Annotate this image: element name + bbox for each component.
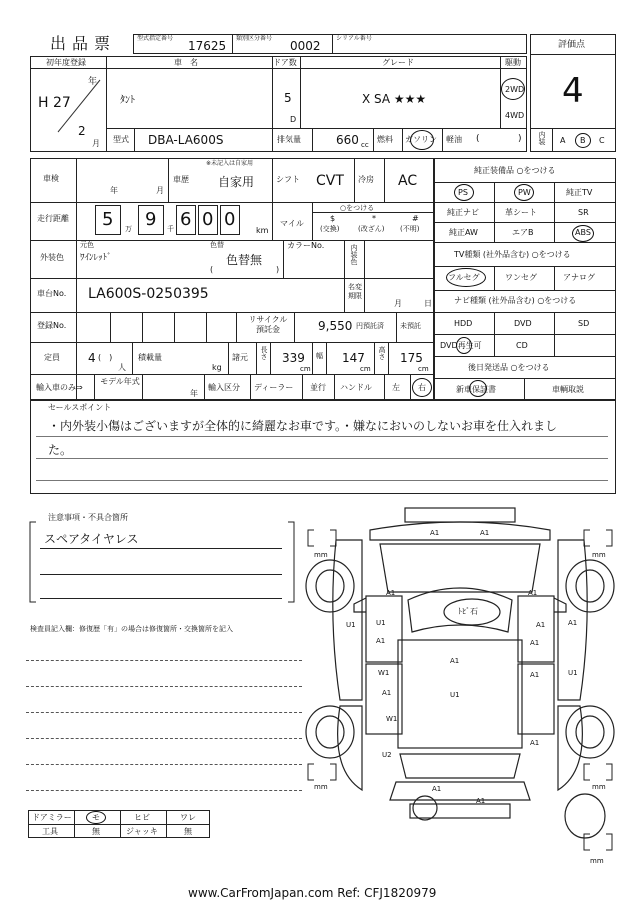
opt-genuine-aw: 純正AW	[449, 228, 478, 237]
doors-sub: D	[290, 115, 297, 124]
usage-note: ※未記入は自家用	[206, 160, 254, 167]
meter-dollar-sub: (交換)	[320, 225, 340, 233]
sen-unit: 千	[167, 225, 174, 233]
first-reg-month: 2	[78, 124, 86, 138]
genuine-title: 純正装備品 ○をつける	[474, 166, 556, 175]
right-handle: 右	[418, 383, 426, 392]
opt-ps: PS	[458, 188, 468, 197]
model-cert-value: 17625	[188, 39, 227, 53]
tools-value: 無	[92, 827, 100, 836]
interior-c: C	[599, 136, 605, 145]
damage-mark: A1	[430, 529, 440, 537]
damage-mark: A1	[382, 689, 392, 697]
notes-value: スペアタイヤレス	[44, 532, 139, 546]
grade-label: グレード	[382, 58, 414, 67]
orig-color-label: 元色	[80, 241, 94, 249]
katashiki-value: DBA-LA600S	[148, 133, 224, 147]
interior-a: A	[560, 136, 566, 145]
displacement-unit: cc	[361, 141, 369, 149]
capacity-unit: 人	[118, 363, 126, 372]
mirror-label: ドアミラー	[32, 813, 72, 822]
interior-color-label: 内装色	[350, 244, 358, 265]
damage-mark: A1	[528, 589, 538, 597]
fuel-gasoline: ガソリン	[405, 135, 437, 144]
damage-mark: A1	[568, 619, 578, 627]
opt-fullseg-circle	[446, 268, 486, 287]
drive-2wd-circle	[501, 78, 525, 100]
mile-label: マイル	[280, 219, 304, 228]
km-unit: km	[256, 226, 269, 235]
doors-value: 5	[284, 91, 292, 105]
opt-abs: ABS	[575, 228, 591, 237]
mileage-digit-5: 0	[224, 209, 236, 230]
mirror-circle	[86, 811, 106, 824]
opt-warranty-circle	[469, 380, 487, 397]
length-value: 339	[282, 351, 305, 365]
opt-ps-circle	[454, 184, 474, 201]
regno-label: 登録No.	[37, 321, 67, 330]
form-title: 出品票	[50, 34, 117, 53]
score-label: 評価点	[558, 40, 586, 50]
inspection-month: 月	[156, 186, 164, 195]
year-unit: 年	[88, 77, 98, 87]
mm-label-front-left: mm	[314, 551, 328, 559]
mileage-digit-4: 0	[202, 209, 214, 230]
length-label: 長さ	[260, 346, 268, 360]
mileage-digit-2: 9	[145, 209, 157, 230]
damage-mark: ﾄﾋﾞ石	[458, 607, 478, 616]
load-label: 積載量	[138, 353, 162, 362]
damage-mark: U1	[568, 669, 578, 677]
meter-circle-note: ○をつける	[340, 204, 375, 212]
damage-mark: U2	[382, 751, 392, 759]
notes-label: 注意事項・不具合箇所	[48, 513, 128, 522]
damage-mark: A1	[536, 621, 546, 629]
load-unit: kg	[212, 363, 222, 372]
displacement-label: 排気量	[277, 135, 301, 144]
opt-airbag: エアB	[512, 228, 534, 237]
usage-value: 自家用	[218, 175, 255, 189]
drive-label: 駆動	[505, 58, 521, 67]
color-no-label: カラーNo.	[287, 241, 325, 250]
later-title: 後日発送品 ○をつける	[468, 363, 550, 372]
height-unit: cm	[418, 365, 429, 373]
car-name-value: ﾀﾝﾄ	[120, 95, 135, 106]
parallel-label: 並行	[310, 383, 326, 392]
damage-mark: A1	[450, 657, 460, 665]
opt-pw: PW	[518, 188, 531, 197]
meter-dollar: $	[330, 214, 336, 223]
doors-label: ドア数	[273, 58, 297, 67]
mirror-value: モ	[92, 813, 100, 822]
first-reg-label: 初年度登録	[46, 58, 86, 67]
meter-hash-sub: (不明)	[400, 225, 420, 233]
chassis-value: LA600S-0250395	[88, 286, 209, 302]
model-cert-label: 型式指定番号	[137, 35, 174, 42]
capacity-value: 4	[88, 351, 96, 365]
recycle-value: 9,550	[318, 319, 353, 333]
navi-title: ナビ種類 (社外品含む) ○をつける	[454, 296, 577, 305]
fuel-gasoline-circle	[410, 130, 434, 150]
damage-mark: U1	[376, 619, 386, 627]
opt-genuine-tv: 純正TV	[566, 188, 593, 197]
repaint-paren-open: (	[210, 265, 214, 274]
shift-label: シフト	[276, 175, 300, 184]
damage-mark: U1	[450, 691, 460, 699]
fuel-paren-open: (	[476, 134, 480, 144]
width-value: 147	[342, 351, 365, 365]
width-label: 幅	[316, 352, 323, 360]
shift-value: CVT	[316, 173, 344, 189]
damage-mark: A1	[530, 639, 540, 647]
opt-sd: SD	[578, 319, 590, 328]
month-unit: 月	[92, 139, 100, 148]
height-value: 175	[400, 351, 423, 365]
ac-value: AC	[398, 173, 418, 189]
opt-fullseg: フルセグ	[448, 273, 480, 282]
repaint-label: 色替	[210, 241, 224, 249]
tools-label: 工具	[42, 827, 58, 836]
footer-watermark: www.CarFromJapan.com Ref: CFJ1820979	[188, 886, 437, 900]
fuel-diesel: 軽油	[446, 135, 462, 144]
model-year-unit: 年	[190, 389, 198, 398]
usage-label: 車歴	[173, 175, 189, 184]
opt-cd: CD	[516, 341, 528, 350]
chassis-label: 車台No.	[37, 289, 67, 298]
jack-label: ジャッキ	[126, 827, 158, 836]
mileage-digit-1: 5	[102, 209, 114, 230]
mileage-digit-3: 6	[180, 209, 192, 230]
grade-value: X SA ★★★	[362, 92, 427, 106]
damage-mark: A1	[476, 797, 486, 805]
opt-hdd: HDD	[454, 319, 473, 328]
repaint-value: 色替無	[226, 253, 263, 267]
serial-label: シリアル番号	[336, 35, 372, 42]
interior-label: 内装	[538, 131, 546, 145]
ac-label: 冷房	[358, 175, 374, 184]
crack-label: ヒビ	[134, 813, 150, 822]
capacity-paren: ( )	[98, 353, 113, 362]
score-value: 4	[562, 71, 584, 111]
damage-mark: U1	[346, 621, 356, 629]
length-unit: cm	[300, 365, 311, 373]
name-change-day: 日	[424, 299, 432, 308]
dent-label: ワレ	[180, 813, 196, 822]
opt-pw-circle	[514, 184, 534, 201]
jack-value: 無	[184, 827, 192, 836]
tv-title: TV種類 (社外品含む) ○をつける	[454, 250, 571, 259]
interior-b-circle	[575, 133, 591, 148]
repaint-paren-close: )	[276, 265, 280, 274]
meter-star-sub: (改ざん)	[358, 225, 385, 233]
inspector-label: 検査員記入欄：修復歴「有」の場合は修復箇所・交換箇所を記入	[30, 625, 233, 633]
recycle-unpaid: 未預託	[400, 322, 421, 330]
opt-leather: 革シート	[505, 208, 537, 217]
damage-mark: A1	[530, 671, 540, 679]
mm-label-rear-left: mm	[314, 783, 328, 791]
color-label: 外装色	[40, 253, 64, 262]
import-type-label: 輸入区分	[208, 383, 240, 392]
color-value: ﾜｲﾝﾚｯﾄﾞ	[80, 253, 112, 263]
dims-label: 諸元	[232, 353, 248, 362]
mm-label-rear-right: mm	[592, 783, 606, 791]
mileage-label: 走行距離	[37, 214, 69, 223]
damage-mark: A1	[376, 637, 386, 645]
fuel-paren-close: )	[518, 134, 522, 144]
recycle-unit: 円預託済	[356, 322, 384, 330]
damage-mark: A1	[530, 739, 540, 747]
class-value: 0002	[290, 39, 321, 53]
damage-mark: A1	[480, 529, 490, 537]
fuel-label: 燃料	[377, 135, 393, 144]
damage-mark: A1	[432, 785, 442, 793]
drive-2wd: 2WD	[505, 85, 525, 94]
inspection-label: 車検	[43, 174, 59, 183]
opt-analog: アナログ	[563, 273, 595, 282]
mm-label-front-right: mm	[592, 551, 606, 559]
model-year-label: モデル年式	[100, 377, 140, 386]
name-change-label: 名変期限	[348, 283, 362, 300]
left-handle: 左	[392, 383, 400, 392]
car-diagram	[300, 500, 620, 870]
dealer-label: ディーラー	[254, 383, 294, 392]
opt-warranty: 新車保証書	[456, 385, 496, 394]
damage-mark: W1	[386, 715, 398, 723]
inspection-year: 年	[110, 186, 118, 195]
drive-4wd: 4WD	[505, 111, 525, 120]
katashiki-label: 型式	[113, 135, 129, 144]
car-name-label: 車 名	[174, 58, 198, 67]
damage-mark: W1	[378, 669, 390, 677]
opt-dvd-play: DVD再生可	[440, 341, 482, 350]
opt-genuine-navi: 純正ナビ	[447, 208, 479, 217]
opt-dvd: DVD	[514, 319, 532, 328]
opt-manual: 車輌取説	[552, 385, 584, 394]
import-label: 輸入車のみ⇒	[36, 383, 83, 392]
interior-b: B	[580, 136, 586, 145]
meter-star: *	[372, 214, 376, 223]
sales-point-line-2: た。	[48, 443, 73, 457]
sales-point-label: セールスポイント	[48, 403, 112, 412]
damage-mark: A1	[386, 589, 396, 597]
meter-hash: #	[412, 214, 419, 223]
capacity-label: 定員	[44, 353, 60, 362]
opt-dvd-play-circle	[456, 337, 472, 354]
height-label: 高さ	[378, 346, 386, 360]
width-unit: cm	[360, 365, 371, 373]
first-reg-era: H 27	[38, 95, 71, 111]
handle-label: ハンドル	[340, 383, 372, 392]
recycle-label: リサイクル預託金	[248, 315, 288, 334]
opt-oneseg: ワンセグ	[505, 273, 537, 282]
class-label: 類別区分番号	[236, 35, 273, 42]
man-unit: 万	[125, 225, 132, 233]
mm-label-spare: mm	[590, 857, 604, 865]
opt-sr: SR	[578, 208, 589, 217]
right-handle-circle	[412, 378, 432, 397]
displacement-value: 660	[336, 133, 359, 147]
name-change-month: 月	[394, 299, 402, 308]
opt-abs-circle	[572, 225, 594, 242]
sales-point-line-1: ・内外装小傷はございますが全体的に綺麗なお車です。・嫌なにおいのしないお車を仕入れまし	[48, 419, 558, 433]
